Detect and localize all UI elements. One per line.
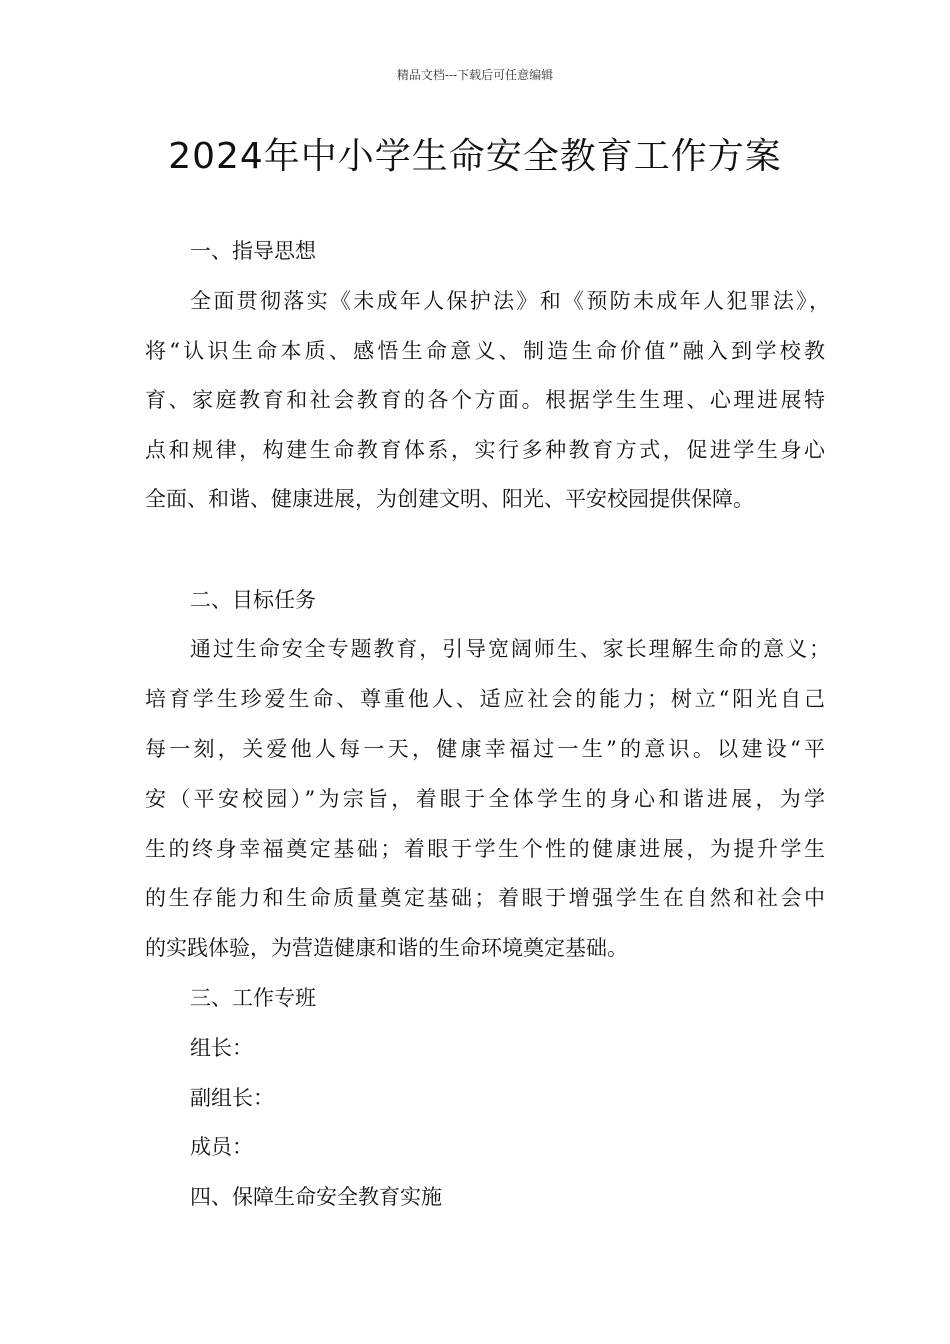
paragraph-line: 生的终身幸福奠定基础；着眼于学生个性的健康进展，为提升学生 — [145, 837, 825, 861]
section-heading-guiding-ideology: 一、指导思想 — [190, 239, 316, 263]
section-heading-safeguards: 四、保障生命安全教育实施 — [190, 1185, 442, 1209]
paragraph-line: 将“认识生命本质、感悟生命意义、制造生命价值”融入到学校教 — [145, 339, 825, 363]
document-title: 2024年中小学生命安全教育工作方案 — [168, 136, 782, 177]
paragraph-line: 点和规律，构建生命教育体系，实行多种教育方式，促进学生身心 — [145, 438, 825, 462]
paragraph-line: 培育学生珍爱生命、尊重他人、适应社会的能力；树立“阳光自己 — [145, 687, 825, 711]
deputy-leader-label: 副组长： — [190, 1086, 274, 1110]
paragraph-line: 每一刻，关爱他人每一天，健康幸福过一生”的意识。以建设“平 — [145, 737, 825, 761]
section-heading-work-team: 三、工作专班 — [190, 986, 316, 1010]
paragraph-line: 通过生命安全专题教育，引导宽阔师生、家长理解生命的意义； — [190, 637, 830, 661]
paragraph-line: 的实践体验，为营造健康和谐的生命环境奠定基础。 — [145, 936, 628, 960]
paragraph-line: 育、家庭教育和社会教育的各个方面。根据学生生理、心理进展特 — [145, 388, 825, 412]
paragraph-line: 安（平安校园）”为宗旨，着眼于全体学生的身心和谐进展，为学 — [145, 787, 825, 811]
paragraph-line: 全面、和谐、健康进展，为创建文明、阳光、平安校园提供保障。 — [145, 487, 754, 511]
paragraph-line: 全面贯彻落实《未成年人保护法》和《预防未成年人犯罪法》， — [190, 289, 830, 313]
team-leader-label: 组长： — [190, 1036, 253, 1060]
header-note: 精品文档---下载后可任意编辑 — [396, 68, 554, 82]
section-heading-goals-tasks: 二、目标任务 — [190, 588, 316, 612]
paragraph-line: 的生存能力和生命质量奠定基础；着眼于增强学生在自然和社会中 — [145, 886, 825, 910]
members-label: 成员： — [190, 1135, 253, 1159]
